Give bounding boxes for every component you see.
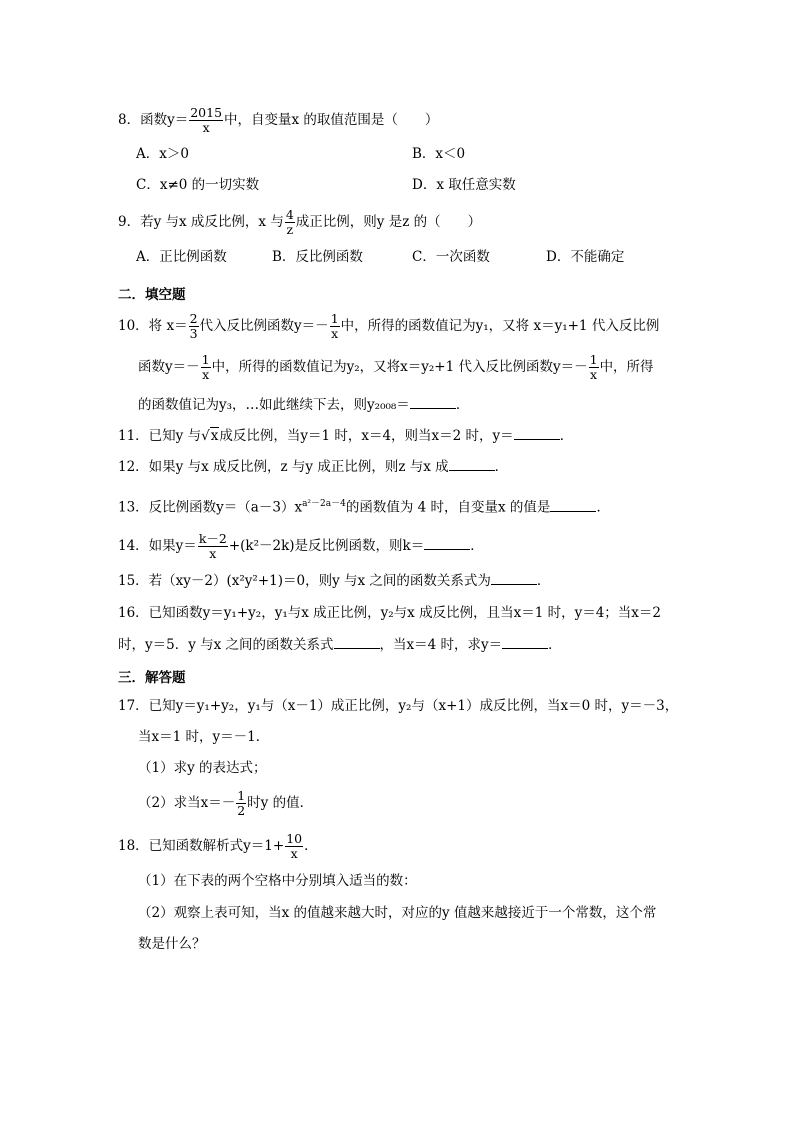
option-d: D．x 取任意实数 bbox=[412, 177, 516, 193]
option-b: B．x＜0 bbox=[412, 146, 466, 162]
question-15: 15．若（xy－2）(x²y²+1)＝0，则y 与x 之间的函数关系式为 ． bbox=[118, 570, 550, 591]
fraction: $\frac{2015}{x}$ bbox=[190, 105, 223, 135]
option-a: A．x＞0 bbox=[136, 146, 189, 162]
question-9: 9．若y 与x 成反比例，x 与 $\frac{4}{z}$ 成正比例，则y 是z 的（ ） bbox=[118, 207, 482, 237]
answer-blank[interactable] bbox=[424, 535, 470, 550]
fraction: $\frac{1}{x}$ bbox=[589, 352, 598, 382]
answer-blank[interactable] bbox=[502, 634, 548, 649]
question-17-line-2: 当x＝1 时，y＝－1． bbox=[138, 729, 270, 745]
question-13: 13．反比例函数$y=(a-3)x^{a^2-2a-4}$的函数值为 4 时，自变量x 的值是 ． bbox=[118, 494, 610, 518]
question-14: 14．如果y＝ $\frac{k-2}{x}$ +(k²－2k)是反比例函数，则k＝ ． bbox=[118, 531, 484, 561]
question-17-line-1: 17．已知y＝y₁+y₂，y₁与（x－1）成正比例，y₂与（x+1）成反比例，当x＝0 时，y＝－3， bbox=[118, 698, 679, 714]
question-18-part-2: （2）观察上表可知，当x 的值越来越大时，对应的y 值越来越接近于一个常数，这个常 bbox=[138, 905, 657, 921]
question-17-part-1: （1）求y 的表达式； bbox=[138, 760, 267, 776]
question-16-line-1: 16．已知函数y＝y₁+y₂，y₁与x 成正比例，y₂与x 成反比例，且当x＝1 时，y＝4；当x＝2 bbox=[118, 605, 661, 621]
question-17-part-2: （2）求当x＝－ $\frac{1}{2}$ 时y 的值． bbox=[138, 788, 314, 818]
answer-blank[interactable] bbox=[334, 634, 380, 649]
question-11: 11．已知y 与√x成反比例，当y＝1 时，x＝4，则当x＝2 时，y＝ ． bbox=[118, 425, 573, 446]
answer-blank[interactable] bbox=[491, 570, 537, 585]
question-10-line-2: 函数y＝－ $\frac{1}{x}$ 中，所得的函数值记为y₂，又将x＝y₂+1 代入反比例函数y＝－ $\frac{1}{x}$ 中，所得 bbox=[138, 352, 654, 382]
fraction: $\frac{4}{z}$ bbox=[285, 207, 294, 237]
fraction: $\frac{10}{x}$ bbox=[286, 831, 303, 861]
option-c: C．x≠0 的一切实数 bbox=[136, 177, 260, 193]
fraction: $\frac{k-2}{x}$ bbox=[198, 531, 227, 561]
section-heading: 三．解答题 bbox=[118, 670, 186, 686]
question-10-line-1: 10．将 x＝ $\frac{2}{3}$ 代入反比例函数y＝－ $\frac{1}{x}$ 中，所得的函数值记为y₁，又将 x＝y₁+1 代入反比例 bbox=[118, 311, 660, 341]
section-heading: 二．填空题 bbox=[118, 287, 186, 303]
option-c: C．一次函数 bbox=[412, 249, 490, 265]
question-12: 12．如果y 与x 成反比例，z 与y 成正比例，则z 与x 成 ． bbox=[118, 456, 508, 477]
question-18-part-1: （1）在下表的两个空格中分别填入适当的数： bbox=[138, 873, 417, 889]
fraction: $\frac{1}{x}$ bbox=[201, 352, 210, 382]
fraction: $\frac{2}{3}$ bbox=[189, 311, 198, 341]
answer-blank[interactable] bbox=[410, 394, 456, 409]
option-d: D．不能确定 bbox=[546, 249, 625, 265]
option-b: B．反比例函数 bbox=[272, 249, 363, 265]
option-a: A．正比例函数 bbox=[136, 249, 227, 265]
answer-blank[interactable] bbox=[449, 456, 495, 471]
question-18-part-2-cont: 数是什么？ bbox=[138, 936, 206, 952]
question-8: 8．函数y＝ $\frac{2015}{x}$ 中，自变量x 的取值范围是（ ） bbox=[118, 105, 439, 135]
question-18: 18．已知函数解析式y＝1+ $\frac{10}{x}$ ． bbox=[118, 831, 318, 861]
question-10-line-3: 的函数值记为y₃，…如此继续下去，则y₂₀₀₈＝ ． bbox=[138, 394, 469, 415]
answer-blank[interactable] bbox=[550, 497, 596, 512]
fraction: $\frac{1}{x}$ bbox=[330, 311, 339, 341]
question-16-line-2: 时，y＝5．y 与x 之间的函数关系式 ，当x＝4 时，求y＝ ． bbox=[118, 634, 562, 655]
fraction: $\frac{1}{2}$ bbox=[237, 788, 246, 818]
answer-blank[interactable] bbox=[514, 425, 560, 440]
